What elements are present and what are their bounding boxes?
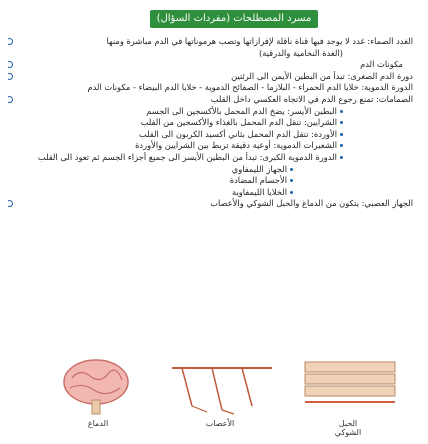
dot-bullet-icon <box>340 121 343 124</box>
dot-bullet-icon <box>340 156 343 159</box>
figures-row <box>50 356 405 437</box>
glossary-line-text: الشرايين: تنقل الدم المحمل بالغذاء والأكسجين من القلب <box>140 117 337 128</box>
glossary-line <box>8 59 413 71</box>
dot-bullet-icon <box>290 168 293 171</box>
glossary-line <box>8 129 413 141</box>
nerves-figure <box>162 356 280 416</box>
circle-bullet-icon <box>8 200 13 207</box>
glossary-line-text: دورة الدم الصغرى: تبدأ من البطين الأيمن الى الرئتين <box>231 70 413 81</box>
glossary-line <box>8 152 413 164</box>
dot-bullet-icon <box>340 110 343 113</box>
glossary-line <box>8 82 413 94</box>
glossary-line <box>8 187 413 199</box>
glossary-line-text: البطين الأيسر: يضخ الدم المحمل بالأكسجين الى الجسم <box>146 105 337 116</box>
brain-caption: الدماغ <box>87 419 109 428</box>
glossary-banner: مسرد المصطلحات (مفردات السؤال) <box>150 10 318 28</box>
glossary-line-text: الدورة الدموية الكبرى: تبدأ من البطين الأيسر الى جميع أجزاء الجسم ثم تعود الى القلب <box>37 151 337 162</box>
glossary-line <box>8 117 413 129</box>
glossary-line-text: مكونات الدم <box>360 59 403 70</box>
glossary-line <box>8 140 413 152</box>
glossary-line <box>8 198 413 210</box>
dot-bullet-icon <box>290 179 293 182</box>
glossary-line-text: الصمامات: تمنع رجوع الدم في الاتجاه العكسي داخل القلب <box>210 93 413 104</box>
circle-bullet-icon <box>8 73 13 80</box>
glossary-line-text: الغدد الصماء: غدد لا يوجد فيها قناة ناقلة لإفرازاتها وتصب هرموناتها في الدم مباشرة ومنها <box>106 36 413 46</box>
glossary-line-text: الجهاز العصبي: يتكون من الدماغ والحبل الشوكي والأعصاب <box>210 198 413 209</box>
glossary-line-text: الخلايا الليمفاوية <box>232 186 287 197</box>
circle-bullet-icon <box>8 61 13 68</box>
glossary-line <box>8 175 413 187</box>
glossary-line-text: الشعيرات الدموية: أوعية دقيقة تربط بين الشرايين والأوردة <box>135 140 337 151</box>
circle-bullet-icon <box>8 96 13 103</box>
circle-bullet-icon <box>8 38 13 45</box>
nerves-caption: الأعصاب <box>205 419 235 428</box>
glossary-line-text: الأوردة: تنقل الدم المحمل بثاني أكسيد الكربون الى القلب <box>138 128 337 139</box>
dot-bullet-icon <box>340 144 343 147</box>
glossary-line-text: الأجسام المضادة <box>229 175 287 186</box>
glossary-line-text: (الغدة النخامية والدرقية) <box>258 47 343 58</box>
dot-bullet-icon <box>340 133 343 136</box>
glossary-line <box>8 164 413 176</box>
glossary-line <box>8 94 413 106</box>
glossary-content <box>8 36 413 210</box>
glossary-line <box>8 36 413 48</box>
brain-figure <box>50 356 142 416</box>
glossary-line <box>8 48 413 60</box>
glossary-line <box>8 71 413 83</box>
glossary-line <box>8 106 413 118</box>
spinal-cord-caption: الحبل الشوكي <box>334 419 362 437</box>
glossary-line-text: الدورة الدموية: خلايا الدم الحمراء - البلازما - الصفائح الدموية - خلايا الدم البيضاء - مكونات الدم <box>87 82 413 93</box>
dot-bullet-icon <box>290 191 293 194</box>
glossary-line-text: الجهاز الليمفاوي <box>231 163 287 174</box>
spinal-cord-figure <box>295 356 405 416</box>
